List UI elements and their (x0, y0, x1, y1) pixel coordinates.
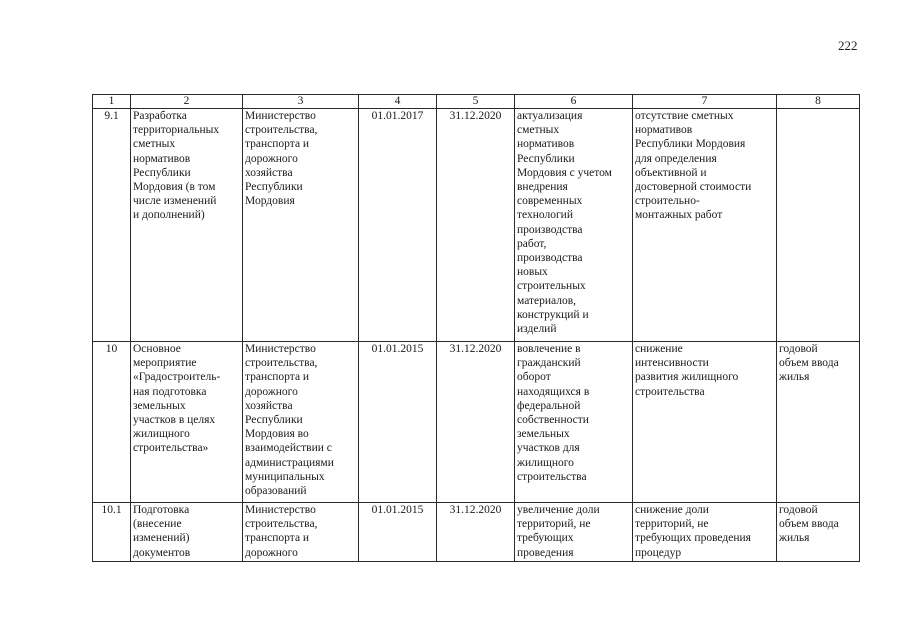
start-date: 01.01.2017 (371, 110, 424, 122)
responsible-executor: Министерство строительства, транспорта и дорожного хозяйства Республики Мордовия во взаимодействии с администрациями муниципальных образований (245, 343, 334, 498)
end-date: 31.12.2020 (449, 504, 502, 516)
end-date: 31.12.2020 (449, 110, 502, 122)
start-date: 01.01.2015 (371, 343, 424, 355)
linked-indicator: годовой объем ввода жилья (779, 504, 839, 545)
expected-result: увеличение доли территорий, не требующих проведения (517, 504, 600, 559)
non-implementation-consequences: снижение интенсивности развития жилищного строительства (635, 343, 739, 398)
column-header: 7 (633, 95, 777, 109)
column-header: 5 (437, 95, 515, 109)
measure-name: Разработка территориальных сметных нормативов Республики Мордовия (в том числе изменений и дополнений) (133, 110, 220, 222)
program-measures-table (92, 94, 860, 562)
measure-name: Подготовка (внесение изменений) документов (133, 504, 191, 559)
column-header: 6 (515, 95, 633, 109)
row-number: 9.1 (104, 110, 119, 122)
start-date: 01.01.2015 (371, 504, 424, 516)
end-date: 31.12.2020 (449, 343, 502, 355)
page-number: 222 (838, 38, 858, 53)
column-header: 4 (359, 95, 437, 109)
column-header: 2 (131, 95, 243, 109)
measure-name: Основное мероприятие «Градостроитель- ная подготовка земельных участков в целях жилищного строительства» (133, 343, 221, 455)
row-number: 10 (105, 343, 118, 355)
row-number: 10.1 (101, 504, 122, 516)
column-header: 1 (93, 95, 131, 109)
table-header-row (93, 95, 860, 109)
non-implementation-consequences: отсутствие сметных нормативов Республики Мордовия для определения объективной и достоверной стоимости строительно- монтажных работ (635, 110, 752, 222)
table-row (93, 342, 860, 503)
expected-result: вовлечение в гражданский оборот находящихся в федеральной собственности земельных участков для жилищного строительства (517, 343, 590, 483)
column-header: 3 (243, 95, 359, 109)
expected-result: актуализация сметных нормативов Республики Мордовия с учетом внедрения современных технологий производства работ, производства новых строительных материалов, конструкций и изделий (517, 110, 612, 336)
linked-indicator: годовой объем ввода жилья (779, 343, 839, 384)
column-header: 8 (777, 95, 860, 109)
responsible-executor: Министерство строительства, транспорта и дорожного (245, 504, 318, 559)
non-implementation-consequences: снижение доли территорий, не требующих проведения процедур (635, 504, 751, 559)
responsible-executor: Министерство строительства, транспорта и дорожного хозяйства Республики Мордовия (245, 110, 318, 208)
table-row (93, 109, 860, 342)
table-row (93, 503, 860, 562)
